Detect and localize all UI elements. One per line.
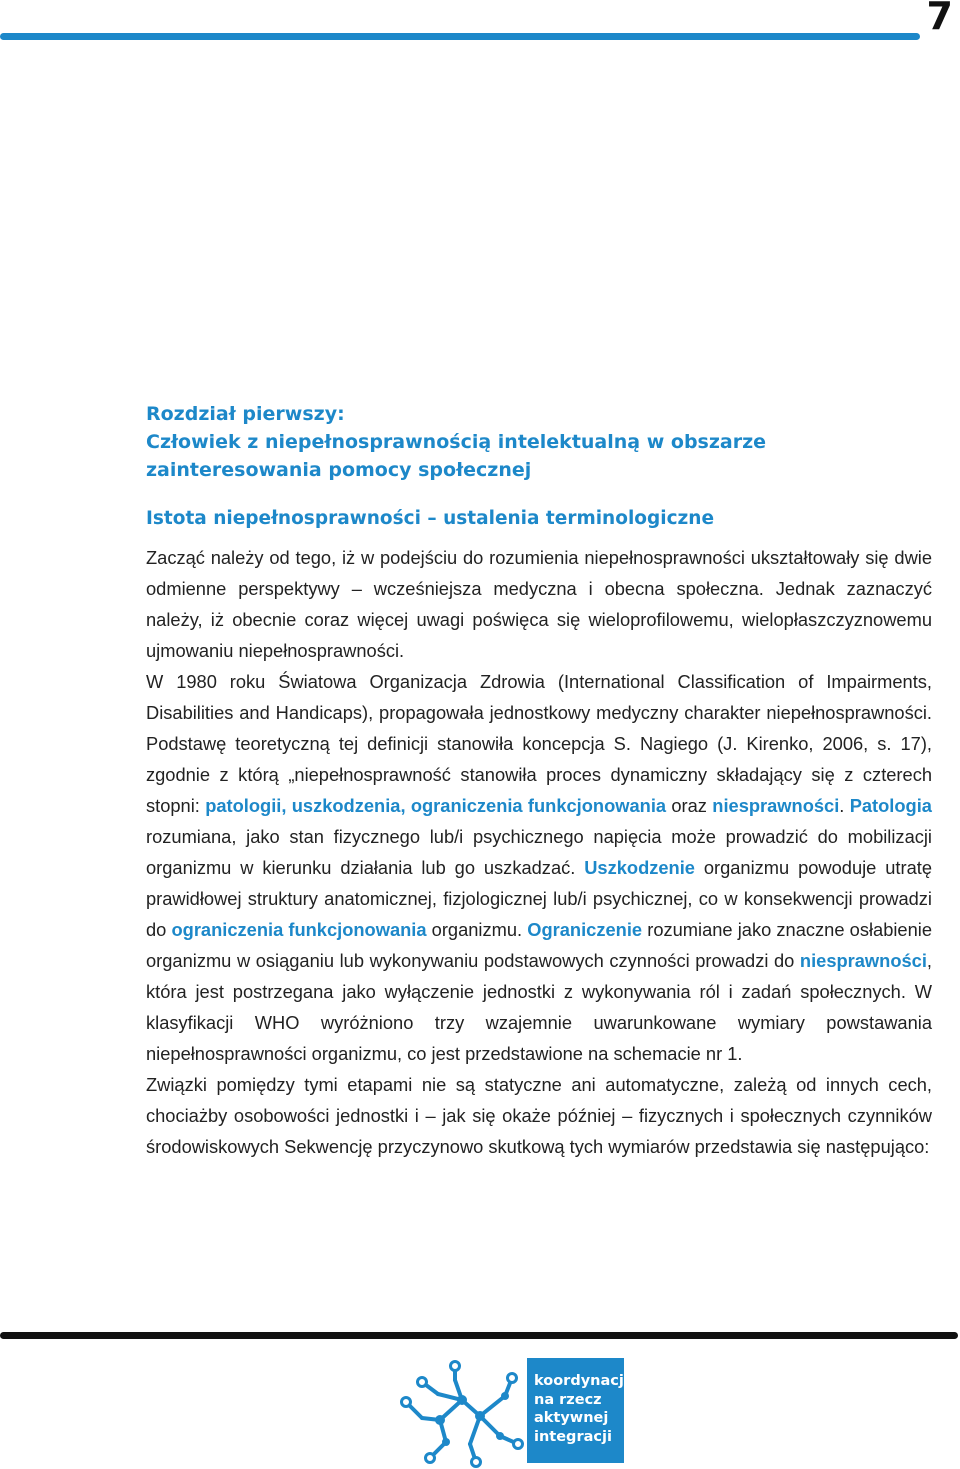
text-run: , która jest postrzegana jako wyłączenie jednostki z wykonywania ról i zadań społecznych. W klasyfikacji WHO wyróżniono trzy wzajemnie uwarunkowane wymiary powstawania niepełnosprawności organizmu, co jest przedstawione na schemacie nr 1. <box>146 950 932 1064</box>
paragraph <box>146 666 932 1069</box>
network-logo-icon <box>400 1358 530 1468</box>
page-content <box>146 400 932 1162</box>
bottom-rule <box>0 1332 958 1339</box>
chapter-label: Rozdział pierwszy: <box>146 403 345 425</box>
paragraph <box>146 542 932 666</box>
text-run: organizmu powoduje utratę prawidłowej struktury anatomicznej, fizjologicznej lub/i psychicznej, co w konsekwencji prowadzi do <box>146 857 932 940</box>
bold-term: Patologia <box>849 795 932 816</box>
body-text <box>146 542 932 1162</box>
section-title: Istota niepełnosprawności – ustalenia terminologiczne <box>146 508 715 529</box>
text-run: rozumiana, jako stan fizycznego lub/i psychicznego napięcia może prowadzić do mobilizacji organizmu w kierunku działania lub go uszkadzać. <box>146 826 932 878</box>
bold-term: patologii, uszkodzenia, ograniczenia funkcjonowania <box>205 795 667 816</box>
text-run: Związki pomiędzy tymi etapami nie są statyczne ani automatyczne, zależą od innych cech, chociażby osobowości jednostki i – jak się okaże później – fizycznych i społecznych czynników środowiskowych Sekwencję przyczynowo skutkową tych wymiarów przedstawia się następująco: <box>146 1074 932 1157</box>
logo-line: koordynacja <box>534 1373 634 1389</box>
bold-term: Ograniczenie <box>527 919 643 940</box>
bold-term: niesprawności <box>799 950 927 971</box>
bold-term: Uszkodzenie <box>584 857 695 878</box>
logo-text-box <box>527 1358 634 1463</box>
bold-term: ograniczenia funkcjonowania <box>171 919 427 940</box>
logo-line: aktywnej <box>534 1410 609 1426</box>
text-run: . <box>839 795 850 816</box>
text-run: organizmu. <box>426 919 528 940</box>
paragraph <box>146 1069 932 1162</box>
page-number: 7 <box>926 0 952 38</box>
top-rule <box>0 33 920 40</box>
chapter-title: Człowiek z niepełnosprawnością intelektualną w obszarze zainteresowania pomocy społecznej <box>146 431 767 481</box>
bold-term: niesprawności <box>712 795 840 816</box>
text-run: rozumiane jako znaczne osłabienie organizmu w osiąganiu lub wykonywaniu podstawowych czynności prowadzi do <box>146 919 932 971</box>
logo-line: integracji <box>534 1428 612 1445</box>
text-run: oraz <box>666 795 713 816</box>
logo-line: na rzecz <box>534 1391 602 1408</box>
text-run: W 1980 roku Światowa Organizacja Zdrowia (International Classification of Impairments, Disabilities and Handicaps), propagowała jednostkowy medyczny charakter niepełnosprawności. Podstawę teoretyczną tej definicji stanowiła koncepcja S. Nagiego (J. Kirenko, 2006, s. 17), zgodnie z którą „niepełnosprawność stanowiła proces dynamiczny składający się z czterech stopni: <box>146 671 932 816</box>
text-run: Zacząć należy od tego, iż w podejściu do rozumienia niepełnosprawności ukształtowały się dwie odmienne perspektywy – wcześniejsza medyczna i obecna społeczna. Jednak zaznaczyć należy, iż obecnie coraz więcej uwagi poświęca się wieloprofilowemu, wielopłaszczyznowemu ujmowaniu niepełnosprawności. <box>146 547 932 661</box>
logo <box>400 1358 634 1468</box>
